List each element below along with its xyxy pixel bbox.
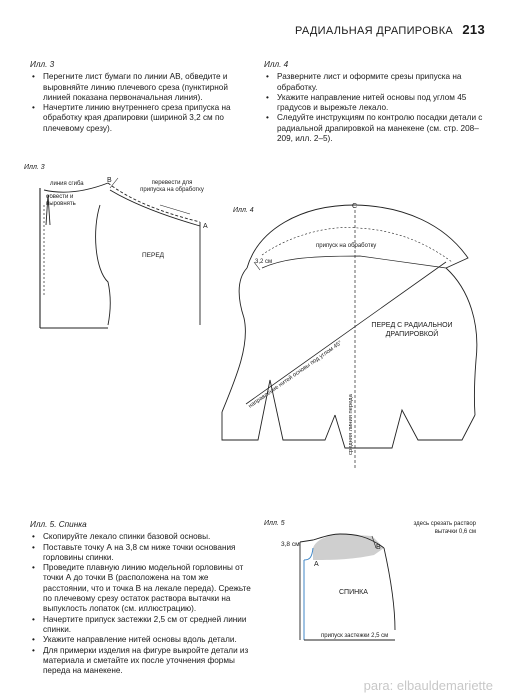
ill5-step: • Скопируйте лекало спинки базовой основы. [30,532,252,542]
ill4-heading: Илл. 4 [264,60,289,69]
ill5-step: • Начертите припуск застежки 2,5 см от средней линии спинки. [30,615,252,636]
fig3-point-a: A [203,223,208,230]
fig5-point-b: B [376,544,381,551]
figure-5 [300,534,395,640]
page-number: 213 [462,22,485,37]
fig5-placket-note: припуск застежки 2,5 см [321,633,389,639]
fig3-front: ПЕРЕД [142,252,165,259]
running-title: РАДИАЛЬНАЯ ДРАПИРОВКА [294,25,454,37]
ill5-step: • Для примерки изделия на фигуре выкройте детали из материала и сметайте их после уточнения формы переда на манекене. [30,646,252,677]
ill3-step: • Начертите линию внутреннего среза припуска на обработку края драпировки (шириной 3,2 см по плечевому срезу). [30,103,248,134]
fig5-point-a: A [314,561,319,568]
fig4-grain-line: направление нитей основы под углом 45° [247,340,344,410]
fig3-label: Илл. 3 [24,164,45,171]
ill5-step: • Проведите плавную линию модельной горловины от точки А до точки В (расположена на том же расстоянии, что и точка В на лекале переда). Срежьте по плечевому срезу остаток раствора вытачки на выпуклость лопаток (см. иллюстрацию). [30,563,252,614]
fig4-front: ПЕРЕД С РАДИАЛЬНОЙ ДРАПИРОВКОЙ [371,322,453,338]
fig5-label: Илл. 5 [264,520,285,527]
fig3-transfer-note: перевести для припуска на обработку [140,180,204,193]
fig5-back: СПИНКА [339,589,368,596]
watermark: para: elbauldemariette [363,678,493,693]
ill3-heading: Илл. 3 [30,60,55,69]
ill4-step: • Укажите направление нитей основы под углом 45 градусов и вырежьте лекало. [264,93,486,114]
ill5-step: • Поставьте точку А на 3,8 см ниже точки основания горловины спинки. [30,543,252,564]
fig4-point-c: C [352,203,358,210]
fig4-allowance: припуск на обработку [316,243,377,249]
ill5-heading: Илл. 5. Спинка [30,520,87,529]
fig4-label: Илл. 4 [233,207,254,214]
fig5-cut-note: здесь срезать раствор вытачки 0,6 см [413,521,476,535]
fig3-point-b: B [107,177,112,184]
ill4-step: • Разверните лист и оформите срезы припуска на обработку. [264,72,486,93]
fig5-measure: 3,8 см [281,541,300,548]
ill3-step: • Перегните лист бумаги по линии АВ, обведите и выровняйте линию плечевого среза (пунктирной линией показана первоначальная линия). [30,72,248,103]
ill4-step: • Следуйте инструкциям по контролю посадки детали с радиальной драпировкой на манекене (см. стр. 208–209, илл. 2–5). [264,113,486,144]
fig3-trace-note: обвести и выровнять [46,194,76,207]
instructions-ill5 [30,520,252,676]
fig4-center-line: средняя линия переда [348,394,354,455]
fig3-fold-line: линия сгиба [50,181,84,187]
fig4-width: 3,2 см [255,259,273,265]
ill5-step: • Укажите направление нитей основы вдоль детали. [30,635,252,645]
